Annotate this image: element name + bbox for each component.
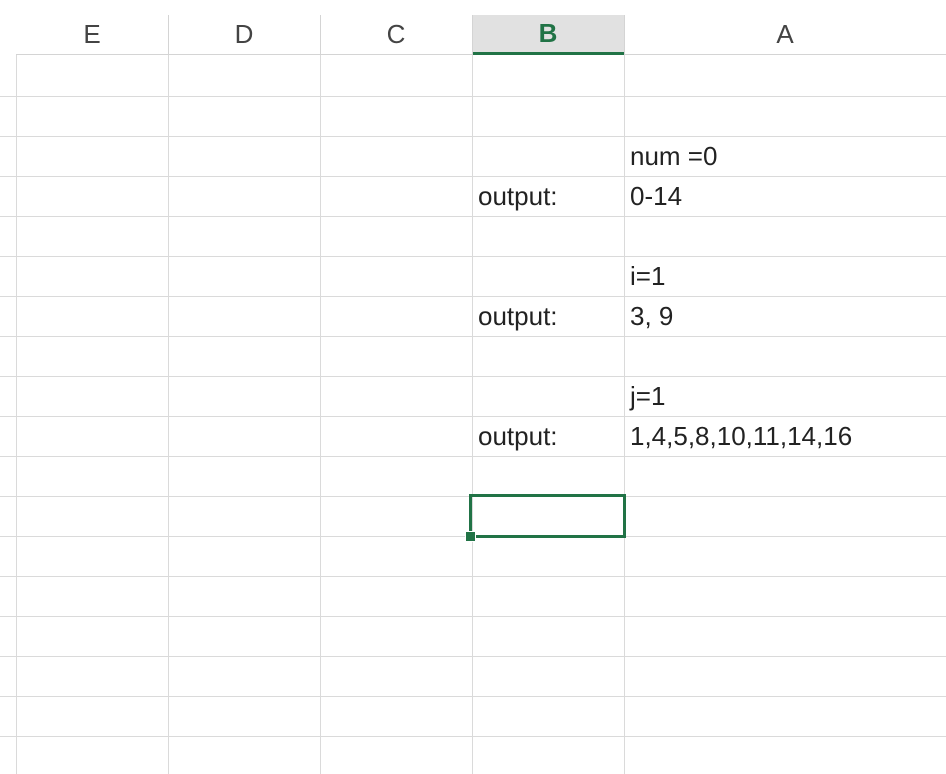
cell-a-output-value[interactable]: 0-14 — [630, 180, 683, 211]
column-header-c[interactable]: C — [320, 15, 472, 55]
cell-a-j[interactable]: j=1 — [630, 380, 666, 411]
active-cell-selection[interactable] — [469, 494, 626, 538]
gridline — [0, 736, 946, 737]
gridline — [0, 216, 946, 217]
gridline — [0, 96, 946, 97]
gridline — [0, 336, 946, 337]
column-header-a[interactable]: A — [624, 15, 946, 55]
column-header-divider[interactable] — [320, 15, 321, 55]
column-header-divider[interactable] — [168, 15, 169, 55]
column-header-b[interactable]: B — [472, 15, 624, 55]
cell-b-output-label[interactable]: output: — [478, 300, 558, 331]
gridline — [0, 696, 946, 697]
gridline — [0, 576, 946, 577]
gridline — [320, 55, 321, 774]
cell-a-num[interactable]: num =0 — [630, 140, 718, 171]
column-header-divider[interactable] — [472, 15, 473, 55]
gridline — [0, 656, 946, 657]
cell-b-output-label[interactable]: output: — [478, 420, 558, 451]
gridline — [16, 55, 17, 774]
cell-a-output-value[interactable]: 3, 9 — [630, 300, 674, 331]
cell-a-output-value[interactable]: 1,4,5,8,10,11,14,16 — [630, 420, 853, 451]
gridline — [0, 256, 946, 257]
gridline — [0, 616, 946, 617]
gridline — [168, 55, 169, 774]
column-header-e[interactable]: E — [16, 15, 168, 55]
column-header-divider[interactable] — [624, 15, 625, 55]
gridline — [0, 136, 946, 137]
gridline — [472, 55, 473, 774]
gridline — [0, 456, 946, 457]
cell-a-i[interactable]: i=1 — [630, 260, 666, 291]
fill-handle[interactable] — [465, 531, 476, 542]
gridline — [0, 376, 946, 377]
cell-b-output-label[interactable]: output: — [478, 180, 558, 211]
column-header-d[interactable]: D — [168, 15, 320, 55]
